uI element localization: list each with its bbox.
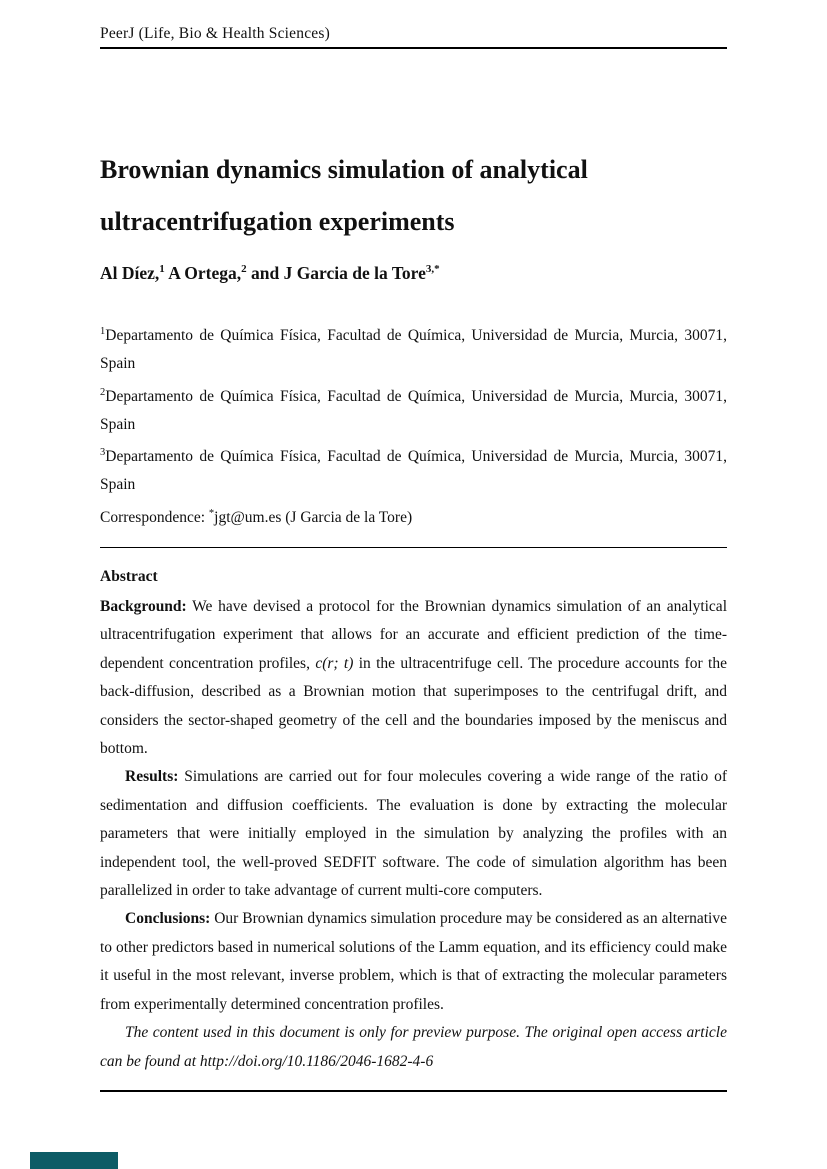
superscript-marker: 3 (100, 447, 106, 459)
abstract-paragraph (100, 763, 727, 905)
affiliation-entry (100, 318, 727, 379)
text-segment: Simulations are carried out for four molecules covering a wide range of the ratio of sedimentation and diffusion coefficients. The evaluation is done by extracting the molecular parameters that were initially employed in the simulation by analyzing the profiles with an independent tool, the well-proved SEDFIT software. The code of simulation algorithm has been parallelized in order to take advantage of current multi-core computers. (100, 768, 727, 900)
text-segment: in the ultracentrifuge cell. The procedure accounts for the back-diffusion, described as a Brownian motion that superimposes to the centrifugal drift, and considers the sector-shaped geometry of the cell and the boundaries imposed by the meniscus and bottom. (100, 654, 727, 758)
affiliations-block (100, 318, 727, 532)
text-segment: Background: (100, 598, 187, 615)
text-segment: c(r; t) (315, 654, 354, 672)
affiliation-entry (100, 439, 727, 500)
abstract-divider-rule (100, 547, 727, 548)
abstract-paragraph (100, 1019, 727, 1076)
abstract-paragraph (100, 593, 727, 763)
abstract-heading: Abstract (100, 568, 158, 585)
text-segment: Departamento de Química Física, Facultad de Química, Universidad de Murcia, Murcia, 30071, Spain (100, 327, 727, 373)
text-segment: Al Díez, (100, 263, 160, 283)
text-segment: and J Garcia de la Tore (246, 263, 426, 283)
text-segment: Departamento de Química Física, Facultad de Química, Universidad de Murcia, Murcia, 30071, Spain (100, 448, 727, 494)
abstract-paragraph (100, 905, 727, 1019)
text-segment: Correspondence: (100, 508, 209, 526)
journal-header: PeerJ (Life, Bio & Health Sciences) (100, 25, 330, 42)
text-segment: Departamento de Química Física, Facultad de Química, Universidad de Murcia, Murcia, 30071, Spain (100, 387, 727, 433)
footer-brand-bar (30, 1152, 118, 1169)
superscript-marker: 3,* (425, 263, 440, 276)
superscript-marker: 1 (100, 326, 106, 337)
author-line (100, 263, 727, 284)
abstract-body (100, 593, 727, 1076)
text-segment: Results: (125, 768, 179, 786)
correspondence-line (100, 500, 727, 532)
text-segment: Conclusions: (125, 910, 211, 928)
footer-rule (100, 1090, 727, 1092)
text-segment: A Ortega, (164, 263, 242, 283)
text-segment: The content used in this document is only for preview purpose. The original open access article can be found at http://doi.org/10.1186/2046-1682-4-6 (100, 1024, 727, 1070)
text-segment: We have devised a protocol for the Brownian dynamics simulation of an analytical ultracentrifugation experiment that allows for an accurate and efficient prediction of the time-dependent concentration profiles, (100, 598, 727, 672)
text-segment: Our Brownian dynamics simulation procedure may be considered as an alternative to other predictors based in numerical solutions of the Lamm equation, and its efficiency could make it useful in the most relevant, inverse problem, which is that of extracting the molecular parameters from experimentally determined concentration profiles. (100, 910, 727, 1013)
superscript-marker: * (208, 507, 215, 519)
text-segment: jgt@um.es (J Garcia de la Tore) (214, 508, 413, 526)
affiliation-entry (100, 379, 727, 440)
superscript-marker: 2 (241, 263, 247, 276)
superscript-marker: 2 (100, 386, 106, 398)
superscript-marker: 1 (159, 263, 165, 276)
header-rule (100, 47, 727, 49)
article-title: Brownian dynamics simulation of analytical ultracentrifugation experiments (100, 155, 588, 236)
